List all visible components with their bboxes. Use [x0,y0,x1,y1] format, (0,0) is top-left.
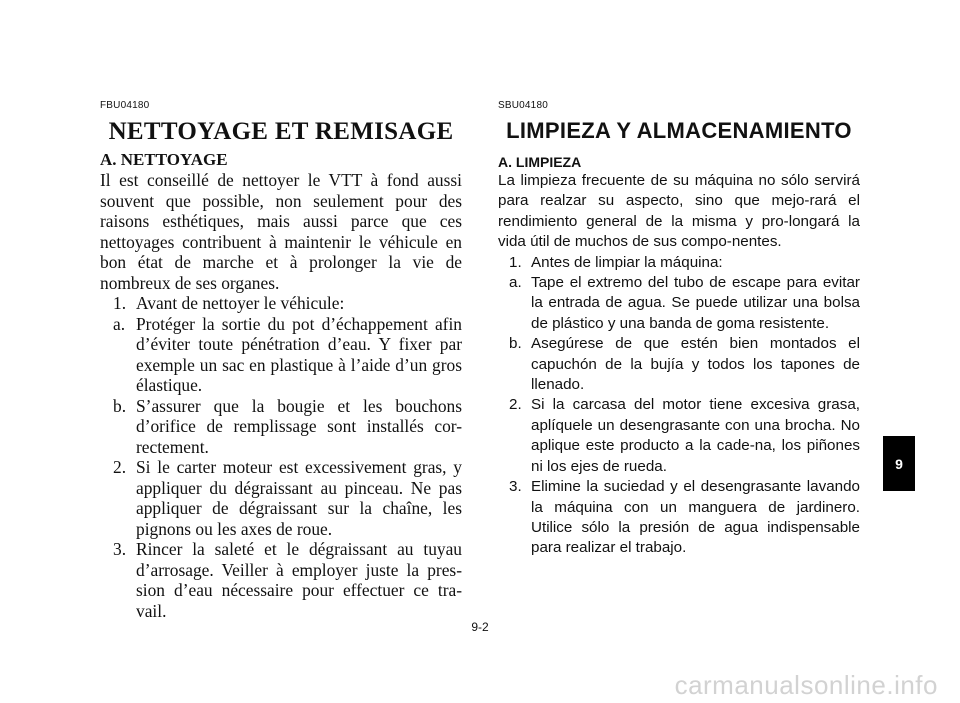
intro-paragraph: Il est conseillé de nettoyer le VTT à fond aussi souvent que possible, non seulement pour des raisons esthétiques, mais aussi parce que ces nettoyages contribuent à maintenir le véhicule en bon état de marche et à prolonger la vie de nombreux de ses organes. [100,170,462,293]
list-item: b. Asegúrese de que estén bien montados el capuchón de la bujía y todos los tapones de llenado. [509,335,860,394]
section-title: NETTOYAGE ET REMISAGE [108,118,454,145]
list-item: 1. Antes de limpiar la máquina: [509,253,723,271]
list-item: a. Tape el extremo del tubo de escape para evitar la entrada de agua. Se puede utilizar una bolsa de plástico y una banda de goma resistente. [509,274,860,332]
section-code: SBU04180 [498,100,548,111]
french-column [100,100,462,621]
subsection-title: A. LIMPIEZA [498,154,582,170]
intro-paragraph: La limpieza frecuente de su máquina no sólo servirá para realzar su aspecto, sino que mejo-rará el rendimiento general de la misma y pro-longará la vida útil de muchos de sus compo-nentes. [498,172,860,251]
section-title: LIMPIEZA Y ALMACENAMIENTO [506,118,852,143]
section-code: FBU04180 [100,100,150,111]
list-item: 3. Rincer la saleté et le dégraissant au tuyau d’arrosage. Veiller à employer juste la pres-sion d’eau nécessaire pour effectuer ce tra-vail. [113,539,462,621]
list-item: a. Protéger la sortie du pot d’échappement afin d’éviter toute pénétration d’eau. Y fixer par exemple un sac en plastique à l’aide d’un gros élastique. [113,313,462,395]
spanish-column [498,100,860,559]
watermark: carmanualsonline.info [674,670,938,700]
page-number: 9-2 [471,620,489,634]
list-item: 2. Si la carcasa del motor tiene excesiva grasa, aplíquele un desengrasante con una brocha. No aplique este producto a la cade-na, los piñones ni los ejes de rueda. [509,396,860,475]
chapter-tab: 9 [883,436,915,491]
list-item: 1. Avant de nettoyer le véhicule: [113,293,345,313]
subsection-title: A. NETTOYAGE [100,150,228,169]
list-item: 2. Si le carter moteur est excessivement gras, y appliquer du dégraissant au pinceau. Ne pas appliquer de dégraissant sur la chaîne, les pignons ou les axes de roue. [113,457,462,539]
list-item: b. S’assurer que la bougie et les bouchons d’orifice de remplissage sont installés cor-rectement. [113,395,462,457]
list-item: 3. Elimine la suciedad y el desengrasante lavando la máquina con un manguera de jardinero. Utilice sólo la presión de agua indispensable para realizar el trabajo. [509,478,860,557]
